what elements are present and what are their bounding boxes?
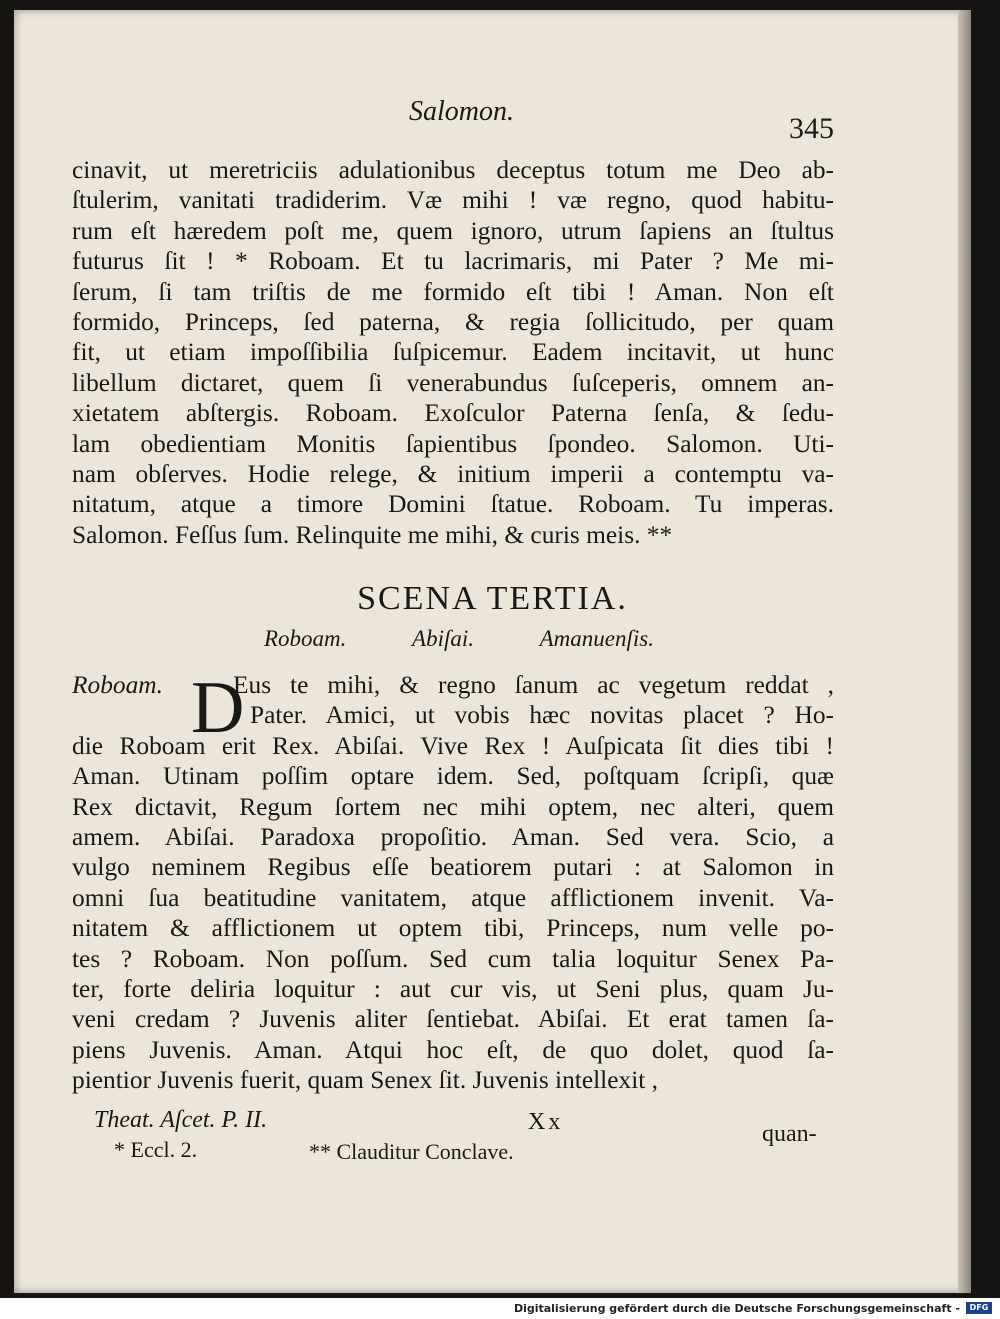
paragraph-1 [72, 155, 834, 550]
signature-mark: Xx [528, 1109, 564, 1135]
speaker-label: Roboam. [72, 671, 163, 699]
text-line: piens Juvenis. Aman. Atqui hoc eſt, de quo dolet, quod ſa- [72, 1035, 834, 1064]
second-line-text: Pater. Amici, ut vobis hæc novitas placet ? Ho- [250, 701, 834, 730]
text-line: fit, ut etiam impoſſibilia ſuſpicemur. Eadem incitavit, ut hunc [72, 338, 834, 367]
text-line: tes ? Roboam. Non poſſum. Sed cum talia loquitur Senex Pa- [72, 944, 834, 973]
text-line: ſerum, ſi tam triſtis de me formido eſt tibi ! Aman. Non eſt [72, 277, 834, 306]
text-line: ſtulerim, vanitati tradiderim. Væ mihi ! væ regno, quod habitu- [72, 186, 834, 215]
text-line: veni credam ? Juvenis aliter ſentiebat. Abiſai. Et erat tamen ſa- [72, 1005, 834, 1034]
scene-title: SCENA TERTIA. [357, 580, 628, 617]
character-name: Abiſai. [412, 626, 475, 651]
text-line: xietatem abſtergis. Roboam. Exoſculor Paterna ſenſa, & ſedu- [72, 399, 834, 428]
text-line: rum eſt hæredem poſt me, quem ignoro, utrum ſapiens an ſtultus [72, 216, 834, 245]
character-name: Roboam. [264, 626, 347, 651]
text-line: libellum dictaret, quem ſi venerabundus ſuſceperis, omnem an- [72, 368, 834, 397]
text-line: omni ſua beatitudine vanitatem, atque afflictionem invenit. Va- [72, 883, 834, 912]
book-page [14, 10, 971, 1293]
text-line: Salomon. Feſſus ſum. Relinquite me mihi, & curis meis. ** [72, 520, 673, 549]
text-line: nam obſerves. Hodie relege, & initium imperii a contemptu va- [72, 459, 834, 488]
catchword: quan- [762, 1121, 817, 1147]
text-line: amem. Abiſai. Paradoxa propoſitio. Aman. Sed vera. Scio, a [72, 822, 834, 851]
dfg-logo: DFG [966, 1302, 992, 1314]
text-line: Rex dictavit, Regum ſortem nec mihi optem, nec alteri, quem [72, 792, 834, 821]
signature-line: Theat. Aſcet. P. II. [94, 1107, 268, 1133]
drop-cap: D [191, 667, 245, 749]
text-line: ter, forte deliria loquitur : aut cur vis, ut Seni plus, quam Ju- [72, 974, 834, 1003]
text-line: vulgo neminem Regibus eſſe beatiorem putari : at Salomon in [72, 853, 834, 882]
text-line: pientior Juvenis fuerit, quam Senex ſit. Juvenis intellexit , [72, 1066, 659, 1095]
paragraph-2 [72, 667, 834, 1095]
page-number: 345 [789, 112, 834, 145]
running-title: Salomon. [409, 96, 514, 127]
text-line: die Roboam erit Rex. Abiſai. Vive Rex ! Auſpicata ſit dies tibi ! [72, 731, 834, 760]
text-line: Aman. Utinam poſſim optare idem. Sed, poſtquam ſcripſi, quæ [72, 762, 834, 791]
footer-credit: Digitalisierung gefördert durch die Deutsche Forschungsgemeinschaft - [513, 1302, 960, 1315]
footnote: * Eccl. 2. [114, 1137, 198, 1162]
first-line-text: Eus te mihi, & regno ſanum ac vegetum reddat , [232, 671, 834, 699]
text-line: lam obedientiam Monitis ſapientibus ſpondeo. Salomon. Uti- [72, 429, 834, 458]
text-line: futurus ſit ! * Roboam. Et tu lacrimaris, mi Pater ? Me mi- [72, 247, 834, 276]
text-line: nitatem & afflictionem ut optem tibi, Princeps, num velle po- [72, 914, 834, 943]
character-name: Amanuenſis. [539, 626, 654, 651]
text-line: nitatum, atque a timore Domini ſtatue. Roboam. Tu imperas. [72, 490, 834, 519]
footnote: ** Clauditur Conclave. [309, 1139, 514, 1164]
text-line [72, 670, 834, 700]
text-line: formido, Princeps, ſed paterna, & regia ſollicitudo, per quam [72, 307, 834, 336]
text-line [72, 700, 834, 730]
scene-characters [264, 626, 654, 652]
text-line: cinavit, ut meretriciis adulationibus deceptus totum me Deo ab- [72, 156, 834, 184]
page-edge [958, 10, 971, 1293]
